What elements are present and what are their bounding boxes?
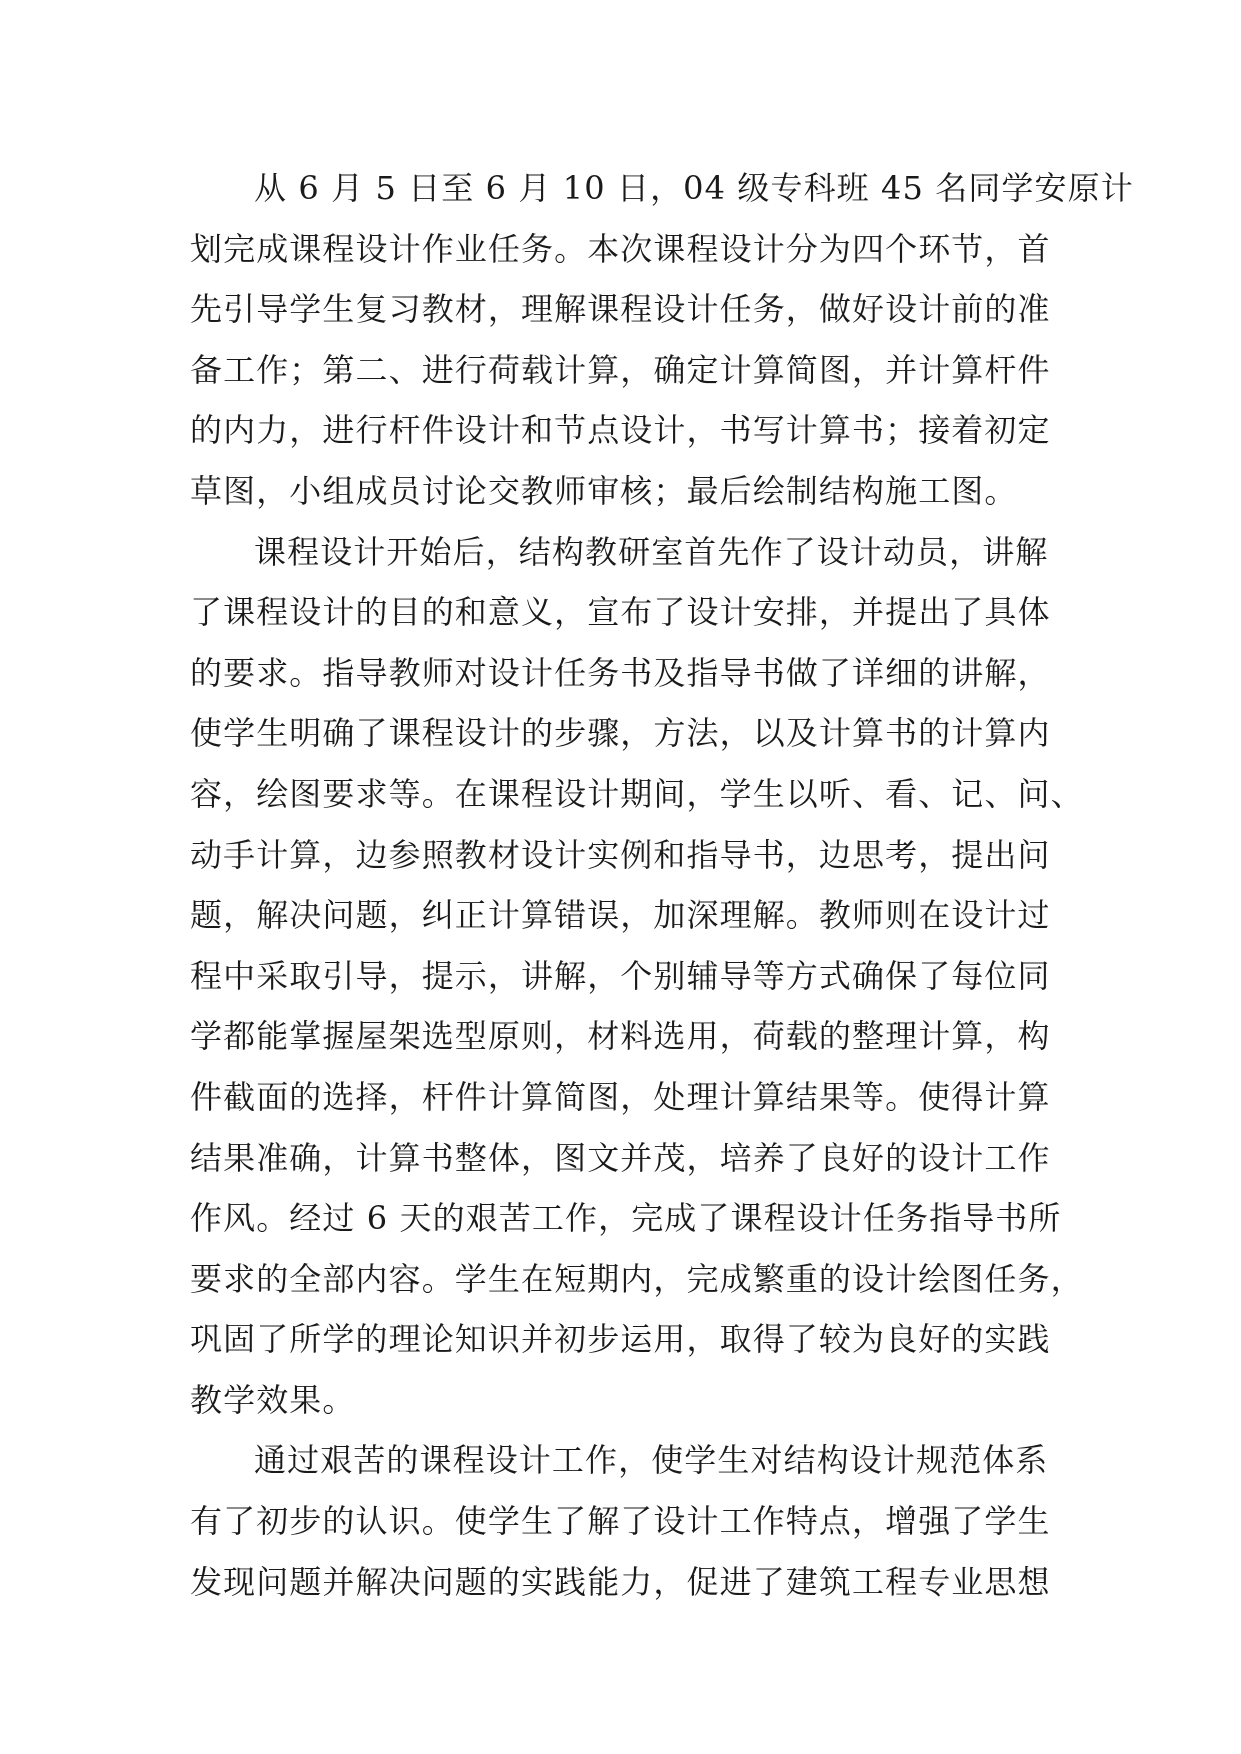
paragraph-line: 使学生明确了课程设计的步骤，方法，以及计算书的计算内 bbox=[190, 714, 1051, 753]
paragraph-line: 件截面的选择，杆件计算简图，处理计算结果等。使得计算 bbox=[190, 1077, 1051, 1116]
paragraph-2 bbox=[190, 522, 1084, 1431]
paragraph-line: 学都能掌握屋架选型原则，材料选用，荷载的整理计算，构 bbox=[190, 1017, 1051, 1056]
paragraph-line: 通过艰苦的课程设计工作，使学生对结构设计规范体系 bbox=[254, 1441, 1049, 1480]
paragraph-line: 发现问题并解决问题的实践能力，促进了建筑工程专业思想 bbox=[190, 1562, 1051, 1601]
paragraph-line: 巩固了所学的理论知识并初步运用，取得了较为良好的实践 bbox=[190, 1320, 1051, 1359]
paragraph-line: 教学效果。 bbox=[190, 1380, 356, 1419]
paragraph-3 bbox=[190, 1430, 1050, 1612]
paragraph-line: 容，绘图要求等。在课程设计期间，学生以听、看、记、问、 bbox=[190, 774, 1084, 813]
paragraph-line: 作风。经过 6 天的艰苦工作，完成了课程设计任务指导书所 bbox=[190, 1199, 1062, 1238]
paragraph-line: 划完成课程设计作业任务。本次课程设计分为四个环节，首 bbox=[190, 229, 1051, 268]
paragraph-line: 从 6 月 5 日至 6 月 10 日，04 级专科班 45 名同学安原计 bbox=[254, 169, 1134, 207]
paragraph-line: 先引导学生复习教材，理解课程设计任务，做好设计前的准 bbox=[190, 290, 1051, 329]
paragraph-line: 的内力，进行杆件设计和节点设计，书写计算书；接着初定 bbox=[190, 411, 1051, 450]
paragraph-line: 备工作；第二、进行荷载计算，确定计算简图，并计算杆件 bbox=[190, 350, 1051, 389]
document-body bbox=[190, 158, 1134, 1612]
paragraph-line: 题，解决问题，纠正计算错误，加深理解。教师则在设计过 bbox=[190, 896, 1051, 935]
paragraph-line: 了课程设计的目的和意义，宣布了设计安排，并提出了具体 bbox=[190, 593, 1051, 632]
paragraph-line: 草图，小组成员讨论交教师审核；最后绘制结构施工图。 bbox=[190, 471, 1018, 510]
paragraph-line: 课程设计开始后，结构教研室首先作了设计动员，讲解 bbox=[254, 532, 1049, 571]
paragraph-line: 有了初步的认识。使学生了解了设计工作特点，增强了学生 bbox=[190, 1502, 1051, 1541]
paragraph-line: 的要求。指导教师对设计任务书及指导书做了详细的讲解， bbox=[190, 653, 1051, 692]
paragraph-line: 程中采取引导，提示，讲解，个别辅导等方式确保了每位同 bbox=[190, 956, 1051, 995]
paragraph-1 bbox=[190, 158, 1134, 522]
paragraph-line: 要求的全部内容。学生在短期内，完成繁重的设计绘图任务， bbox=[190, 1259, 1084, 1298]
paragraph-line: 结果准确，计算书整体，图文并茂，培养了良好的设计工作 bbox=[190, 1138, 1051, 1177]
paragraph-line: 动手计算，边参照教材设计实例和指导书，边思考，提出问 bbox=[190, 835, 1051, 874]
